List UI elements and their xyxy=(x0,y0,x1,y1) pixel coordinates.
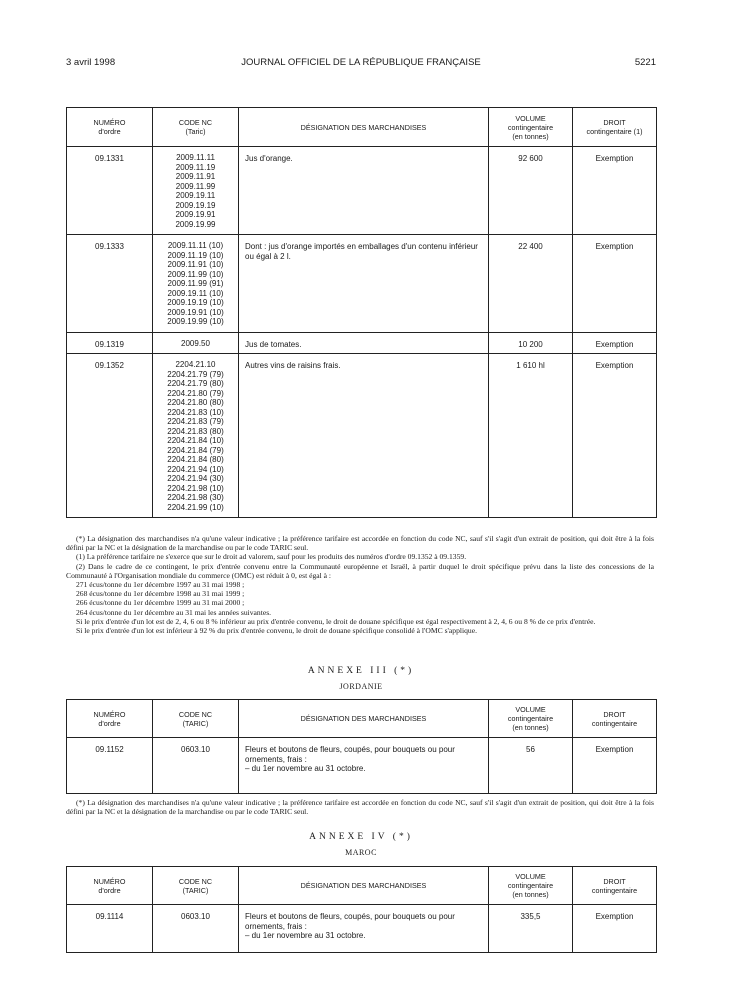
row-designation: Dont : jus d'orange importés en emballages d'un contenu inférieur ou égal à 2 l. xyxy=(239,235,489,333)
header-journal-title: JOURNAL OFFICIEL DE LA RÉPUBLIQUE FRANÇAISE xyxy=(241,57,481,68)
table-row xyxy=(67,905,657,953)
row-designation: Jus d'orange. xyxy=(239,147,489,235)
annex-title: ANNEXE IV (*) xyxy=(309,832,413,842)
code-nc: 2009.11.11 (10) xyxy=(167,241,224,250)
row-droit: Exemption xyxy=(573,738,657,794)
code-nc: 2204.21.83 (80) xyxy=(167,426,224,436)
row-volume: 56 xyxy=(489,738,573,794)
table-row xyxy=(67,738,657,794)
code-nc: 2009.19.99 xyxy=(175,219,216,229)
row-droit: Exemption xyxy=(573,235,657,333)
row-code-list xyxy=(153,354,239,518)
row-code-list xyxy=(153,235,239,333)
table-header-row xyxy=(67,867,657,905)
row-numero: 09.1114 xyxy=(67,905,153,953)
row-droit: Exemption xyxy=(573,905,657,953)
code-nc: 2204.21.84 (80) xyxy=(167,455,224,464)
table-footnotes xyxy=(66,534,654,635)
code-nc: 2009.11.19 xyxy=(175,162,216,172)
annex-iii-heading xyxy=(66,666,656,691)
row-code-list xyxy=(153,332,239,354)
row-code-list xyxy=(153,147,239,235)
code-nc: 2204.21.83 (10) xyxy=(167,407,224,417)
code-nc: 2204.21.10 xyxy=(175,360,216,369)
page-header xyxy=(66,57,656,71)
footnote-line: Si le prix d'entrée d'un lot est inférieur à 92 % du prix d'entrée convenu, le droit de douane spécifique consolidé à l'OMC s'applique. xyxy=(76,626,477,636)
code-nc: 2204.21.80 (79) xyxy=(167,388,224,398)
row-numero: 09.1319 xyxy=(67,332,153,354)
code-nc: 2009.19.19 xyxy=(175,200,216,210)
code-nc: 2009.11.91 xyxy=(175,172,216,181)
code-nc: 2009.19.91 (10) xyxy=(167,307,224,317)
code-nc: 2204.21.94 (10) xyxy=(167,464,224,474)
table-header-row xyxy=(67,108,657,147)
table-row xyxy=(67,332,657,354)
header-date: 3 avril 1998 xyxy=(66,57,116,68)
annex-iii-footnote xyxy=(66,798,654,816)
row-volume: 1 610 hl xyxy=(489,354,573,518)
code-nc: 2204.21.99 (10) xyxy=(167,502,224,512)
row-droit: Exemption xyxy=(573,332,657,354)
quota-table-maroc xyxy=(66,866,657,953)
annex-country: JORDANIE xyxy=(339,682,383,691)
row-droit: Exemption xyxy=(573,147,657,235)
col-designation: DÉSIGNATION DES MARCHANDISES xyxy=(239,867,489,905)
code-nc: 2009.19.19 (10) xyxy=(167,298,224,307)
row-volume: 92 600 xyxy=(489,147,573,235)
table-row xyxy=(67,147,657,235)
header-page-number: 5221 xyxy=(634,57,656,68)
footnote-line: Si le prix d'entrée d'un lot est de 2, 4, 6 ou 8 % inférieur au prix d'entrée convenu, le droit de douane spécifique est égal respectivement à 2, 4, 6 ou 8 % de ce prix d'entrée. xyxy=(76,616,596,626)
code-nc: 2204.21.98 (30) xyxy=(167,493,224,502)
col-droit: DROIT contingentaire xyxy=(573,867,657,905)
quota-table-israel xyxy=(66,107,657,518)
code-nc: 2009.50 xyxy=(181,338,210,348)
code-nc: 2204.21.94 (30) xyxy=(167,474,224,483)
row-numero: 09.1333 xyxy=(67,235,153,333)
row-designation: Jus de tomates. xyxy=(239,332,489,354)
table-header-row xyxy=(67,700,657,738)
code-nc: 2009.19.91 xyxy=(175,210,216,219)
row-numero: 09.1152 xyxy=(67,738,153,794)
code-nc: 2204.21.83 (79) xyxy=(167,417,224,426)
col-numero: NUMÉRO d'ordre xyxy=(67,108,153,147)
row-volume: 22 400 xyxy=(489,235,573,333)
quota-table-jordanie xyxy=(66,699,657,794)
row-designation: Fleurs et boutons de fleurs, coupés, pour bouquets ou pour ornements, frais : – du 1er novembre au 31 octobre. xyxy=(239,905,489,953)
row-volume: 10 200 xyxy=(489,332,573,354)
table-row xyxy=(67,354,657,518)
code-nc: 2009.11.99 (10) xyxy=(167,269,224,279)
annex-country: MAROC xyxy=(345,848,377,857)
code-nc: 2009.19.11 xyxy=(175,191,216,200)
col-code-nc: CODE NC (TARIC) xyxy=(153,700,239,738)
annex-title: ANNEXE III (*) xyxy=(307,666,415,676)
code-nc: 2009.11.99 xyxy=(175,181,216,191)
code-nc: 2009.11.11 xyxy=(176,153,215,162)
col-code-nc: CODE NC (TARIC) xyxy=(153,867,239,905)
footnote-line: 266 écus/tonne du 1er décembre 1999 au 31 mai 2000 ; xyxy=(76,598,245,608)
col-volume: VOLUME contingentaire (en tonnes) xyxy=(489,867,573,905)
annex-iv-heading xyxy=(66,832,656,857)
footnote-line: 264 écus/tonne du 1er décembre au 31 mai les années suivantes. xyxy=(76,607,272,617)
row-droit: Exemption xyxy=(573,354,657,518)
footnote-line: (1) La préférence tarifaire ne s'exerce que sur le droit ad valorem, sauf pour les produits des numéros d'ordre 09.1352 à 09.1359. xyxy=(76,552,467,562)
code-nc: 2204.21.84 (79) xyxy=(167,445,224,455)
code-nc: 2204.21.79 (79) xyxy=(167,369,224,379)
col-droit: DROIT contingentaire xyxy=(573,700,657,738)
col-numero: NUMÉRO d'ordre xyxy=(67,700,153,738)
col-volume: VOLUME contingentaire (en tonnes) xyxy=(489,700,573,738)
row-code: 0603.10 xyxy=(153,738,239,794)
col-code-nc: CODE NC (Taric) xyxy=(153,108,239,147)
footnote-line: (*) La désignation des marchandises n'a qu'une valeur indicative ; la préférence tarifaire est accordée en fonction du code NC, sauf s'il s'agit d'un extrait de position, qui doit être à la fois défini par la NC et la désignation de la marchandise ou par le code TARIC seul. xyxy=(66,798,654,817)
code-nc: 2009.11.91 (10) xyxy=(167,260,224,269)
col-designation: DÉSIGNATION DES MARCHANDISES xyxy=(239,700,489,738)
footnote-line: 271 écus/tonne du 1er décembre 1997 au 31 mai 1998 ; xyxy=(76,580,245,590)
footnote-line: (*) La désignation des marchandises n'a qu'une valeur indicative ; la préférence tarifaire est accordée en fonction du code NC, sauf s'il s'agit d'un extrait de position, qui doit être à la fois défini par la NC et la désignation de la marchandise ou par le code TARIC seul. xyxy=(66,534,654,553)
row-designation: Autres vins de raisins frais. xyxy=(239,354,489,518)
code-nc: 2009.11.99 (91) xyxy=(167,279,224,288)
code-nc: 2009.19.11 (10) xyxy=(167,288,224,298)
row-designation: Fleurs et boutons de fleurs, coupés, pour bouquets ou pour ornements, frais : – du 1er novembre au 31 octobre. xyxy=(239,738,489,794)
footnote-line: (2) Dans le cadre de ce contingent, le prix d'entrée convenu entre la Communauté européenne et Israël, à partir duquel le droit spécifique prévu dans la liste des concessions de la Communauté à l'Organisation mondiale du commerce (OMC) est réduit à 0, est égal à : xyxy=(66,561,654,580)
row-code: 0603.10 xyxy=(153,905,239,953)
table-row xyxy=(67,235,657,333)
footnote-line: 268 écus/tonne du 1er décembre 1998 au 31 mai 1999 ; xyxy=(76,589,245,599)
row-numero: 09.1331 xyxy=(67,147,153,235)
col-numero: NUMÉRO d'ordre xyxy=(67,867,153,905)
col-droit: DROIT contingentaire (1) xyxy=(573,108,657,147)
code-nc: 2009.11.19 (10) xyxy=(167,250,224,260)
code-nc: 2204.21.79 (80) xyxy=(167,379,224,388)
code-nc: 2204.21.98 (10) xyxy=(167,483,224,493)
code-nc: 2009.19.99 (10) xyxy=(167,317,224,326)
code-nc: 2204.21.80 (80) xyxy=(167,398,224,407)
row-volume: 335,5 xyxy=(489,905,573,953)
row-numero: 09.1352 xyxy=(67,354,153,518)
col-volume: VOLUME contingentaire (en tonnes) xyxy=(489,108,573,147)
col-designation: DÉSIGNATION DES MARCHANDISES xyxy=(239,108,489,147)
code-nc: 2204.21.84 (10) xyxy=(167,436,224,445)
